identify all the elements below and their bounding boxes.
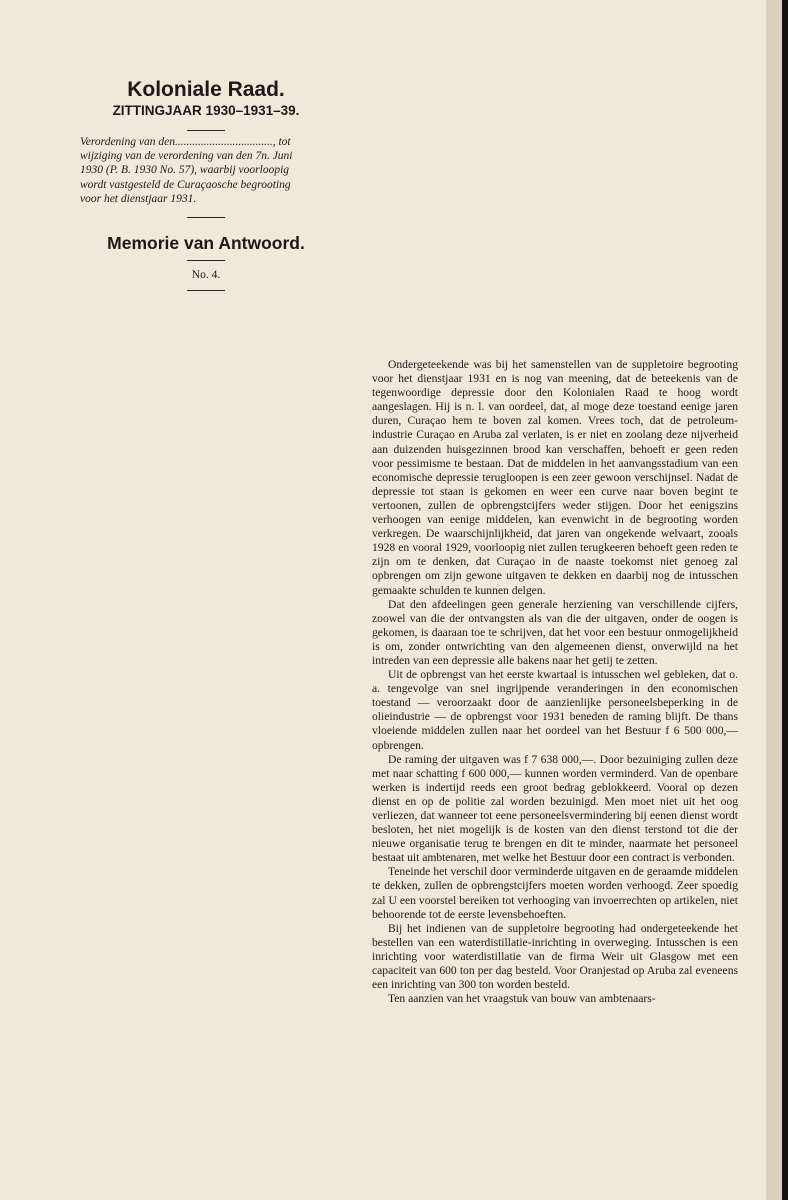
divider xyxy=(187,217,225,218)
divider xyxy=(187,290,225,291)
document-header xyxy=(76,78,336,291)
document-number: No. 4. xyxy=(191,269,221,282)
session-year: ZITTINGJAAR 1930–1931–39. xyxy=(112,103,300,118)
divider xyxy=(187,260,225,261)
paragraph: De raming der uitgaven was f 7 638 000,—. Door bezuiniging zullen deze met naar schatting f 600 000,— kunnen worden verminderd. Van de openbare werken is indertijd reeds een groot bedrag geblokkeerd. Vooral op dezen dienst en op de politie zal worden bezuinigd. Men moet niet uit het oog verliezen, dat wanneer tot eene personeelsvermindering bij eenen dienst wordt besloten, het niet mogelijk is de kosten van den dienst terstond tot die der nieuwe organisatie terug te brengen en dit te minder, naarmate het personeel bestaat uit ambtenaren, met welke het Bestuur door een contract is verbonden. xyxy=(372,752,738,865)
divider xyxy=(187,130,225,131)
paragraph: Dat den afdeelingen geen generale herziening van verschillende cijfers, zoowel van die der ontvangsten als van die der uitgaven, onder de oogen is gekomen, is daaraan toe te schrijven, dat het voor een bestuur onmogelijkheid is om, zonder ontwrichting van den algemeenen dienst, onverwijld na het intreden van een depressie alle bakens naar het getij te zetten. xyxy=(372,597,738,667)
paragraph: Ten aanzien van het vraagstuk van bouw van ambtenaars- xyxy=(388,992,656,1006)
paragraph: Teneinde het verschil door verminderde uitgaven en de geraamde middelen te dekken, zullen de opbrengstcijfers moeten worden verhoogd. Zeer spoedig zal U een voorstel bereiken tot verhooging van invoerrechten op artikelen, niet behoorende tot de eerste levensbehoeften. xyxy=(372,865,738,921)
scan-border xyxy=(782,0,788,1200)
regulation-description: Verordening van den.................................., tot wijziging van de verordening van den 7n. Juni 1930 (P. B. 1930 No. 57), waarbij voorloopig wordt vastgesteld de Curaçaosche begrooting voor het dienstjaar 1931. xyxy=(80,136,293,205)
page-edge xyxy=(766,0,782,1200)
paragraph: Ondergeteekende was bij het samenstellen van de suppletoire begrooting voor het dienstjaar 1931 en is nog van meening, dat de beteekenis van de tegenwoordige depressie door den Kolonialen Raad te hoog wordt aangeslagen. Hij is n. l. van oordeel, dat, al moge deze toestand eenige jaren duren, Curaçao hem te boven zal komen. Vrees toch, dat de petroleum-industrie Curaçao en Aruba zal verlaten, is er niet en zoolang deze nijverheid aan duizenden huisgezinnen brood kan verschaffen, behoeft er geen reden voor pessimisme te bestaan. Dat de middelen in het aanvangsstadium van een economische depressie terugloopen is een zeer gewoon verschijnsel. Nadat de depressie tot staan is gekomen en weer een curve naar boven begint te vertoonen, zullen de opbrengstcijfers weder stijgen. Door het eenigszins verhoogen van eenige middelen, kan evenwicht in de begrooting worden verkregen. De waarschijnlijkheid, dat jaren van ongekende welvaart, zooals 1928 en vooral 1929, voorloopig niet zullen terugkeeren behoeft geen reden te zijn om te denken, dat Curaçao in de naaste toekomst niet genoeg zal opbrengen om zijn gewone uitgaven te dekken en daarbij nog de intusschen gemaakte schulden te kunnen delgen. xyxy=(372,358,738,597)
paragraph: Bij het indienen van de suppletoire begrooting had ondergeteekende het bestellen van een waterdistillatie-inrichting in overweging. Intusschen is een inrichting voor waterdistillatie van de firma Weir uit Glasgow met een capaciteit van 600 ton per dag besteld. Voor Oranjestad op Aruba zal eveneens een inrichting van 300 ton worden besteld. xyxy=(372,921,738,992)
document-type-heading: Memorie van Antwoord. xyxy=(107,233,305,254)
council-title: Koloniale Raad. xyxy=(127,78,285,101)
paragraph: Uit de opbrengst van het eerste kwartaal is intusschen wel gebleken, dat o. a. tengevolge van snel ingrijpende veranderingen in den economischen toestand — veroorzaakt door de aanzienlijke personeelsbeperking in de olieindustrie — de opbrengst voor 1931 beneden de raming blijft. De thans vloeiende middelen zullen naar het oordeel van het Bestuur f 6 500 000,— opbrengen. xyxy=(372,668,738,752)
body-text xyxy=(372,358,738,1006)
